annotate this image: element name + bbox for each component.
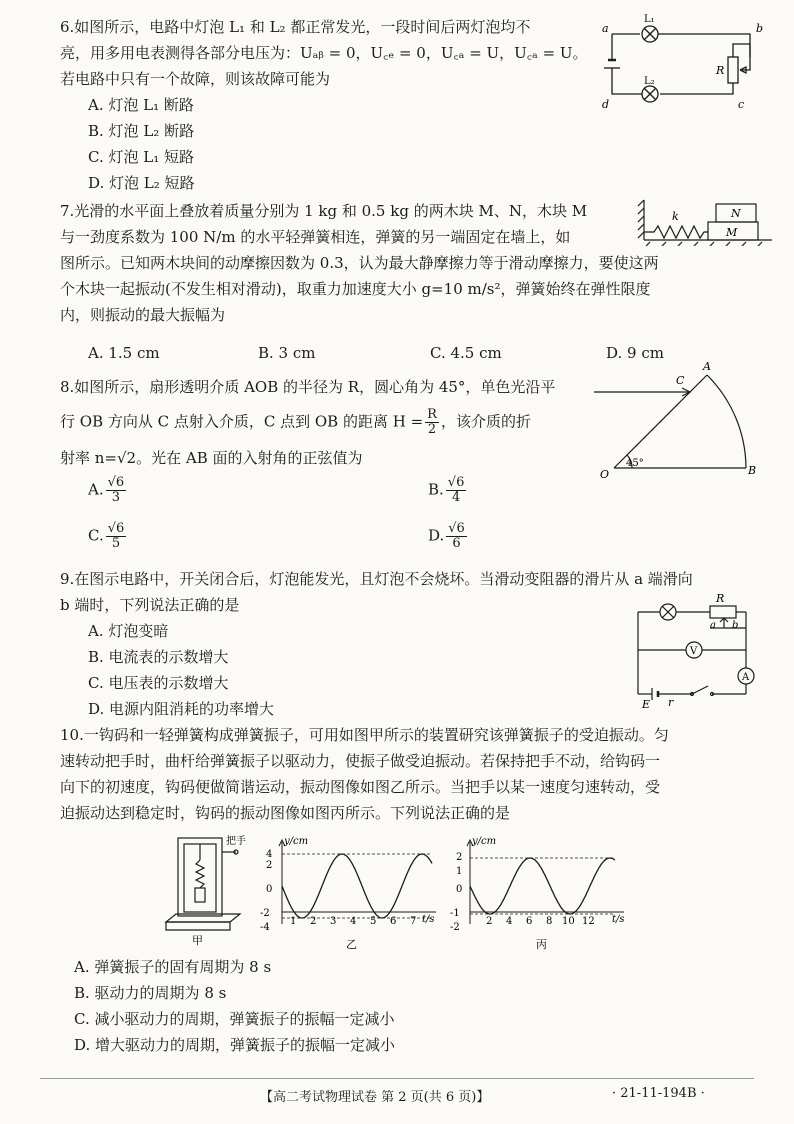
q6-label-l1: L₁ bbox=[644, 14, 655, 25]
q9-circuit-figure bbox=[628, 590, 764, 710]
q10-yi-ytick: -2 bbox=[260, 908, 270, 919]
q8-option-d[interactable] bbox=[428, 522, 469, 551]
q10-stem-line: 向下的初速度，钩码便做简谐运动，振动图像如图乙所示。当把手以某一速度匀速转动，受 bbox=[60, 778, 661, 796]
q7-spring-block-figure bbox=[636, 196, 776, 246]
q7-option-d[interactable]: D. 9 cm bbox=[606, 344, 664, 362]
q6-option-b[interactable]: B. 灯泡 L₂ 断路 bbox=[88, 122, 195, 140]
q8-stem-line: 射率 n=√2。光在 AB 面的入射角的正弦值为 bbox=[60, 449, 363, 467]
q8-label-angle: 45° bbox=[626, 458, 644, 469]
q8-options bbox=[60, 476, 600, 566]
q10-yi-xtick: 3 bbox=[330, 916, 337, 927]
q7-stem-line: 图所示。已知两木块间的动摩擦因数为 0.3，认为最大静摩擦力等于滑动摩擦力，要使这两 bbox=[60, 254, 659, 272]
q8-sector-figure bbox=[586, 356, 776, 486]
q10-yi-xtick: 2 bbox=[310, 916, 317, 927]
fraction-numerator: R bbox=[427, 407, 437, 422]
q9-ammeter-label: A bbox=[742, 672, 750, 683]
q10-bing-xtick: 2 bbox=[486, 916, 493, 927]
q7-stem-line: 与一劲度系数为 100 N/m 的水平轻弹簧相连，弹簧的另一端固定在墙上，如 bbox=[60, 228, 571, 246]
oscillation-curve bbox=[282, 854, 432, 918]
question-6 bbox=[60, 14, 620, 196]
q8-stem-part: 行 OB 方向从 C 点射入介质，C 点到 OB 的距离 H = bbox=[60, 412, 424, 431]
fraction-numerator: √6 bbox=[107, 521, 125, 536]
question-10 bbox=[60, 722, 760, 826]
q9-stem-line: b 端时，下列说法正确的是 bbox=[60, 596, 240, 614]
q10-yi-ytick: 2 bbox=[266, 860, 273, 871]
q10-bing-ytick: 2 bbox=[456, 852, 463, 863]
q6-stem-line: 若电路中只有一个故障，则该故障可能为 bbox=[60, 70, 331, 88]
q8-option-c[interactable] bbox=[88, 522, 128, 551]
q10-option-a[interactable]: A. 弹簧振子的固有周期为 8 s bbox=[74, 958, 272, 976]
q10-bing-xtick: 10 bbox=[562, 916, 575, 927]
q9-label-b: b bbox=[732, 620, 739, 631]
q10-option-b[interactable]: B. 驱动力的周期为 8 s bbox=[74, 984, 227, 1002]
q10-bing-ytick: -1 bbox=[450, 908, 460, 919]
q9-label-r: R bbox=[716, 592, 725, 605]
fraction-numerator: √6 bbox=[447, 475, 465, 490]
q6-label-a: a bbox=[602, 22, 609, 35]
q9-label-r-internal: r bbox=[668, 696, 674, 709]
option-fraction bbox=[446, 476, 467, 505]
q6-option-a[interactable]: A. 灯泡 L₁ 断路 bbox=[88, 96, 194, 114]
footer-title: 【高二考试物理试卷 第 2 页(共 6 页)】 bbox=[260, 1090, 490, 1105]
fraction-denominator: 4 bbox=[451, 490, 461, 505]
q10-bing-xlabel: t/s bbox=[612, 914, 625, 925]
q8-stem-line bbox=[60, 408, 600, 437]
q8-stem-line: 8.如图所示，扇形透明介质 AOB 的半径为 R，圆心角为 45°，单色光沿平 bbox=[60, 378, 556, 396]
q7-option-a[interactable]: A. 1.5 cm bbox=[88, 344, 160, 362]
q10-yi-ytick: 4 bbox=[266, 849, 273, 860]
q10-yi-ylabel: y/cm bbox=[284, 836, 309, 847]
q10-stem-line: 速转动把手时，曲杆给弹簧振子以驱动力，使振子做受迫振动。若保持把手不动，给钩码一 bbox=[60, 752, 661, 770]
q8-label-o: O bbox=[600, 468, 610, 481]
q10-label-handle: 把手 bbox=[226, 836, 246, 847]
q9-option-c[interactable]: C. 电压表的示数增大 bbox=[88, 674, 229, 692]
q10-options bbox=[60, 954, 760, 1058]
q6-option-d[interactable]: D. 灯泡 L₂ 短路 bbox=[88, 174, 195, 192]
q10-option-d[interactable]: D. 增大驱动力的周期，弹簧振子的振幅一定减小 bbox=[74, 1036, 396, 1054]
q7-label-n: N bbox=[731, 207, 741, 220]
q6-label-b: b bbox=[756, 22, 764, 35]
q9-stem-line: 9.在图示电路中，开关闭合后，灯泡能发光，且灯泡不会烧坏。当滑动变阻器的滑片从 a 端滑向 bbox=[60, 570, 693, 588]
q8-fraction-r-over-2 bbox=[425, 408, 439, 437]
q10-yi-xtick: 5 bbox=[370, 916, 377, 927]
q7-stem-line: 7.光滑的水平面上叠放着质量分别为 1 kg 和 0.5 kg 的两木块 M、N，木块 M bbox=[60, 202, 588, 220]
option-fraction bbox=[106, 522, 127, 551]
q8-label-c: C bbox=[676, 374, 685, 387]
question-8 bbox=[60, 374, 600, 471]
q10-bing-ytick: -2 bbox=[450, 922, 460, 933]
q6-stem-line: 6.如图所示，电路中灯泡 L₁ 和 L₂ 都正常发光，一段时间后两灯泡均不 bbox=[60, 18, 531, 36]
q10-bing-xtick: 4 bbox=[506, 916, 513, 927]
footer-code: · 21-11-194B · bbox=[612, 1086, 705, 1101]
q10-yi-xtick: 1 bbox=[290, 916, 297, 927]
option-letter: C. bbox=[88, 526, 104, 545]
q10-apparatus-figure bbox=[156, 830, 256, 948]
fraction-numerator: √6 bbox=[107, 475, 125, 490]
q6-option-c[interactable]: C. 灯泡 L₁ 短路 bbox=[88, 148, 194, 166]
q7-stem-line: 个木块一起振动(不发生相对滑动)，取重力加速度大小 g=10 m/s²，弹簧始终在弹性限度 bbox=[60, 280, 651, 298]
footer-divider bbox=[40, 1078, 754, 1079]
q9-label-a: a bbox=[710, 620, 716, 631]
option-fraction bbox=[446, 522, 467, 551]
q10-bing-ytick: 0 bbox=[456, 884, 463, 895]
option-letter: D. bbox=[428, 526, 445, 545]
q10-stem-line: 迫振动达到稳定时，钩码的振动图像如图丙所示。下列说法正确的是 bbox=[60, 804, 511, 822]
oscillation-curve bbox=[470, 858, 615, 914]
q7-option-c[interactable]: C. 4.5 cm bbox=[430, 344, 502, 362]
q10-bing-ylabel: y/cm bbox=[472, 836, 497, 847]
q10-bing-xtick: 8 bbox=[546, 916, 553, 927]
q7-label-m: M bbox=[726, 226, 738, 239]
q9-option-a[interactable]: A. 灯泡变暗 bbox=[88, 622, 169, 640]
option-letter: A. bbox=[88, 480, 104, 499]
q8-option-b[interactable] bbox=[428, 476, 468, 505]
q10-bing-xtick: 12 bbox=[582, 916, 595, 927]
option-fraction bbox=[106, 476, 127, 505]
q10-option-c[interactable]: C. 减小驱动力的周期，弹簧振子的振幅一定减小 bbox=[74, 1010, 395, 1028]
q6-label-d: d bbox=[602, 98, 610, 111]
fraction-denominator: 3 bbox=[111, 490, 121, 505]
q6-label-c: c bbox=[738, 98, 745, 111]
q9-option-b[interactable]: B. 电流表的示数增大 bbox=[88, 648, 229, 666]
q7-label-k: k bbox=[672, 210, 679, 223]
q8-option-a[interactable] bbox=[88, 476, 128, 505]
q6-label-r: R bbox=[716, 64, 725, 77]
q8-label-b: B bbox=[748, 464, 757, 477]
fraction-numerator: √6 bbox=[448, 521, 465, 536]
q10-bing-xtick: 6 bbox=[526, 916, 533, 927]
fraction-denominator: 5 bbox=[111, 536, 121, 551]
q8-stem-part: ，该介质的折 bbox=[440, 412, 531, 431]
fraction-denominator: 2 bbox=[427, 422, 437, 437]
q8-label-a: A bbox=[703, 360, 711, 373]
q10-bing-ytick: 1 bbox=[456, 866, 463, 877]
q10-caption-jia: 甲 bbox=[192, 934, 203, 947]
q6-stem-line: 亮，用多用电表测得各部分电压为：Uₐᵦ = 0，U꜀ₑ = 0，U꜀ₐ = U，U꜀ₐ = U。 bbox=[60, 44, 588, 62]
q6-circuit-figure bbox=[600, 12, 780, 112]
q10-yi-xtick: 7 bbox=[410, 916, 417, 927]
q10-yi-plot bbox=[282, 854, 432, 918]
q10-caption-bing: 丙 bbox=[536, 938, 547, 951]
q9-voltmeter-label: V bbox=[690, 646, 698, 657]
q10-bing-plot bbox=[470, 858, 615, 914]
q10-graph-yi bbox=[258, 834, 444, 952]
q10-yi-xtick: 6 bbox=[390, 916, 397, 927]
fraction-denominator: 6 bbox=[452, 536, 461, 551]
q10-yi-ytick: 0 bbox=[266, 884, 273, 895]
q10-stem-line: 10.一钩码和一轻弹簧构成弹簧振子，可用如图甲所示的装置研究该弹簧振子的受迫振动。匀 bbox=[60, 726, 669, 744]
q9-label-e: E bbox=[642, 698, 651, 710]
q9-option-d[interactable]: D. 电源内阻消耗的功率增大 bbox=[88, 700, 275, 718]
q10-caption-yi: 乙 bbox=[346, 938, 357, 951]
q10-yi-xlabel: t/s bbox=[422, 914, 435, 925]
q6-label-l2: L₂ bbox=[644, 76, 655, 87]
q10-yi-xtick: 4 bbox=[350, 916, 357, 927]
option-letter: B. bbox=[428, 480, 444, 499]
q7-option-b[interactable]: B. 3 cm bbox=[258, 344, 316, 362]
q10-graph-bing bbox=[448, 834, 638, 952]
q7-stem-line: 内，则振动的最大振幅为 bbox=[60, 306, 226, 324]
q10-yi-ytick: -4 bbox=[260, 922, 270, 933]
